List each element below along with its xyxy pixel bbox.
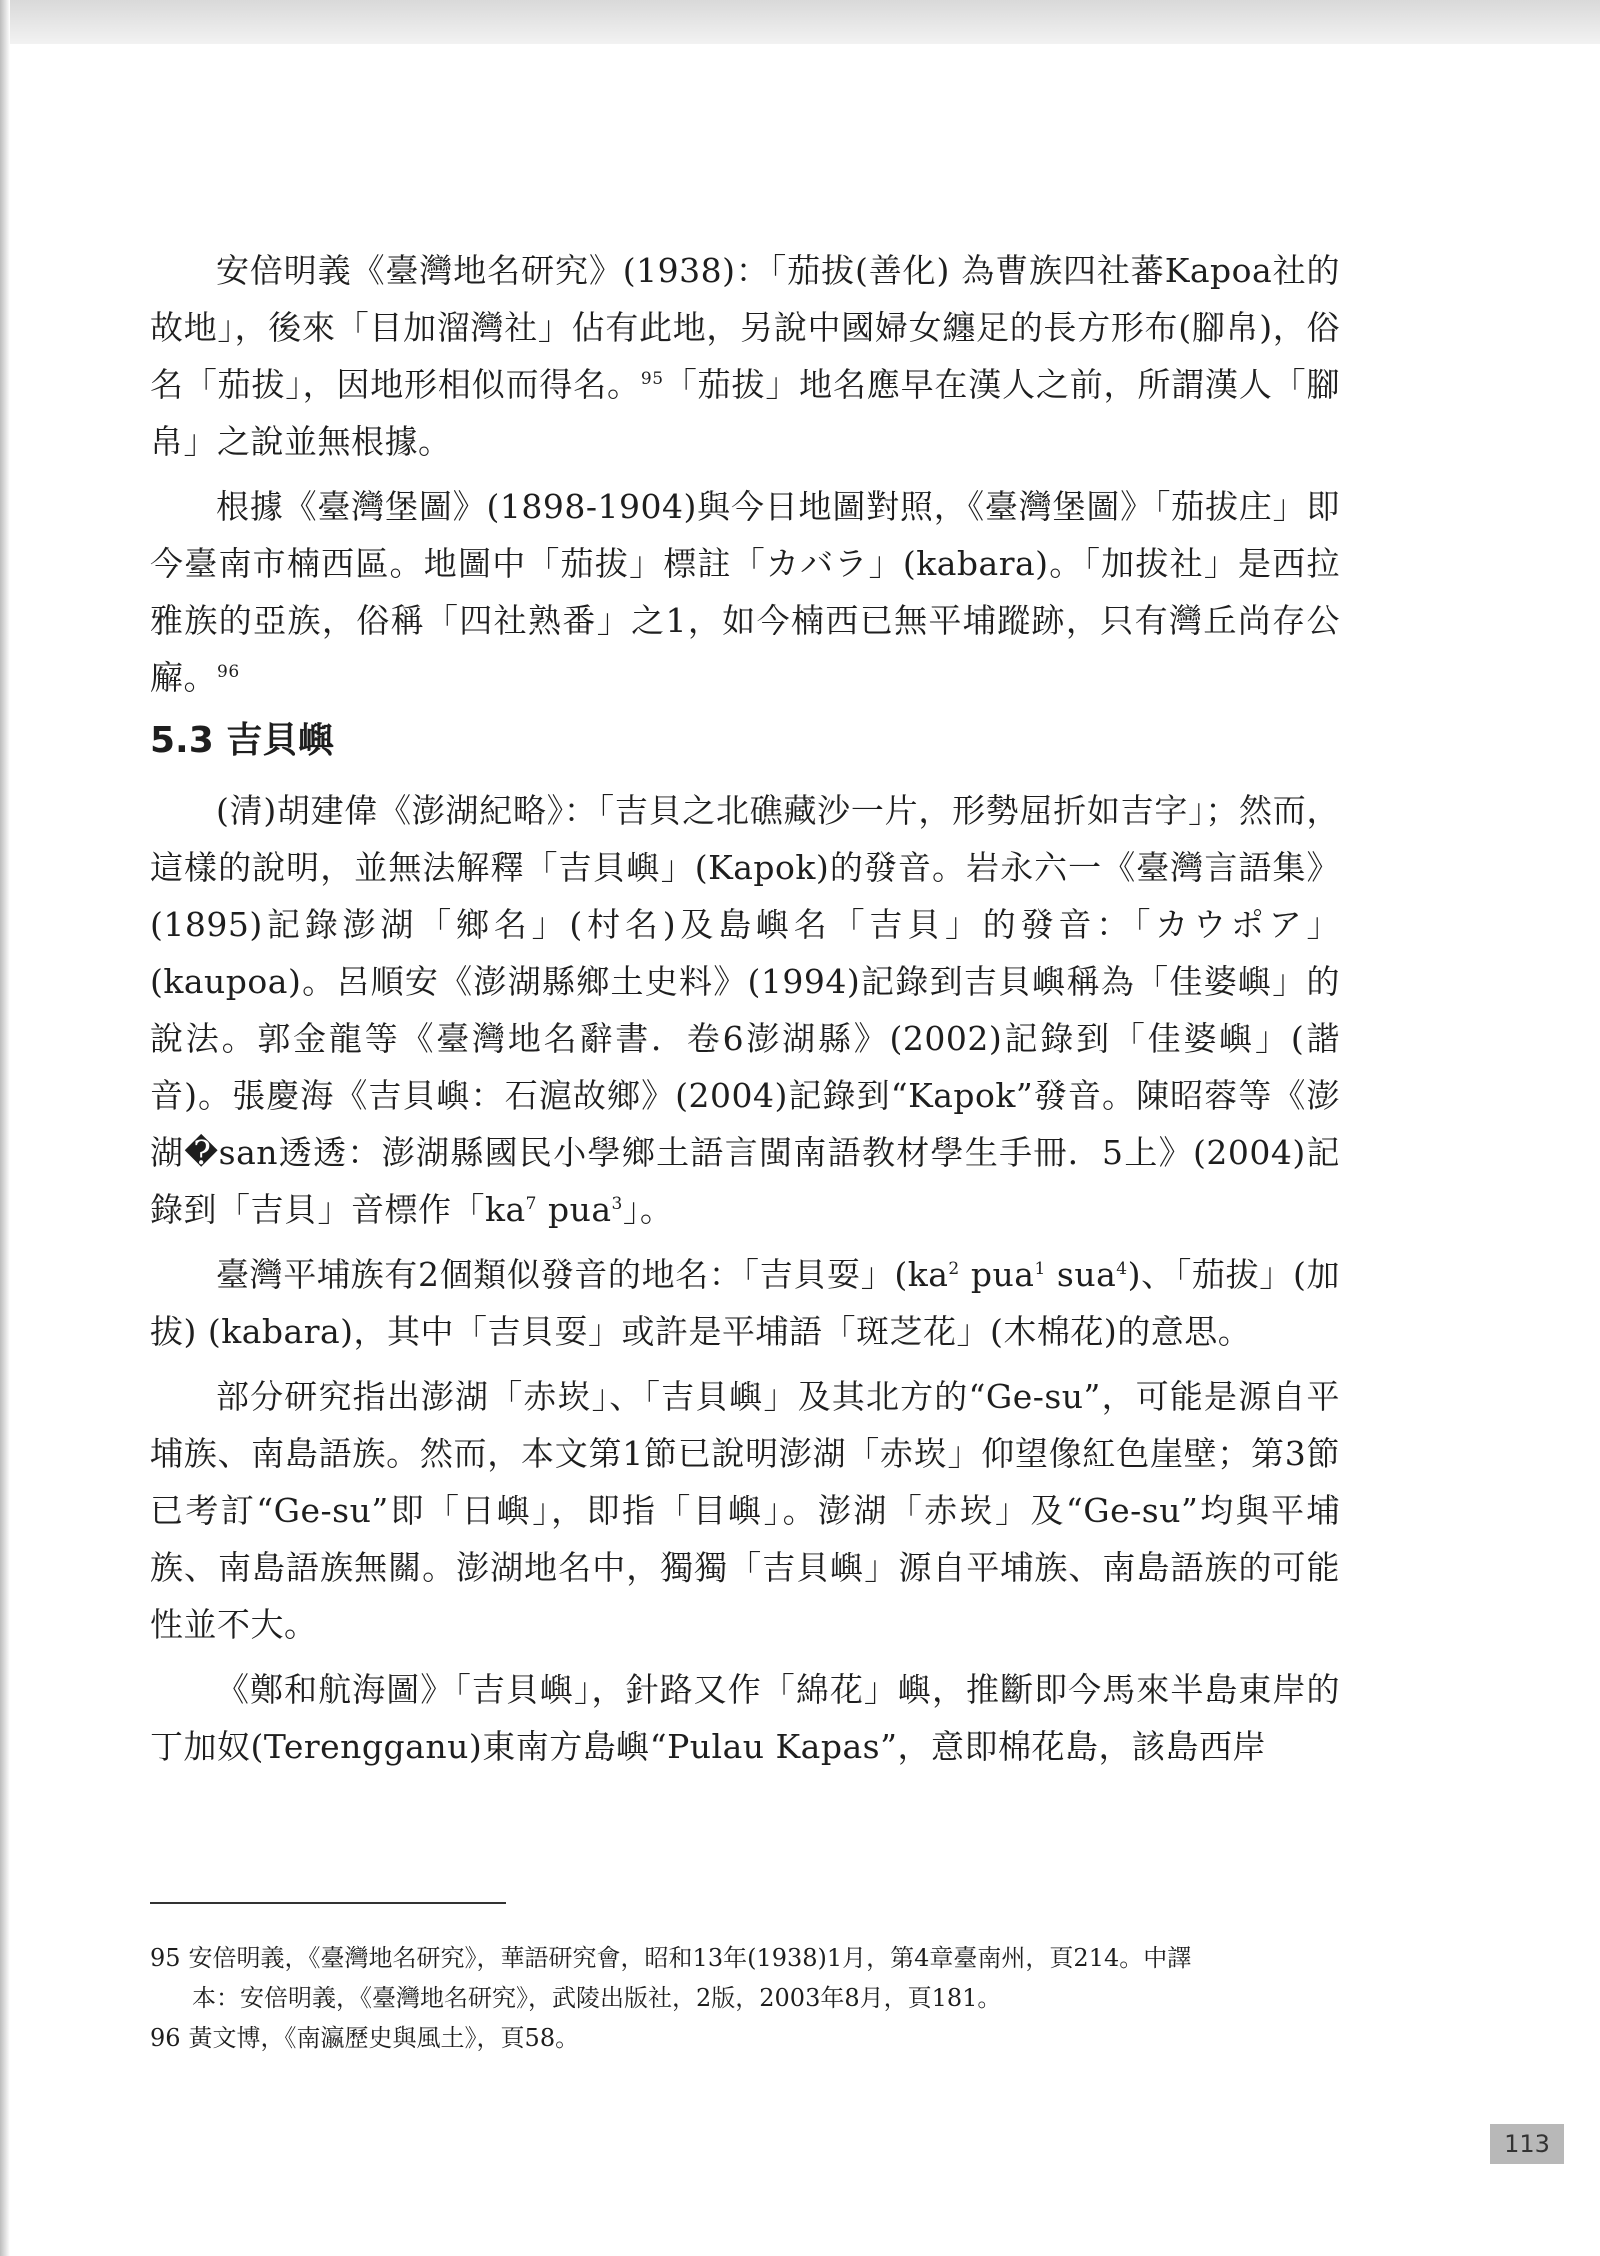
paragraph-4-text: 臺灣平埔族有2個類似發音的地名：「吉貝耍」(ka	[216, 1255, 949, 1294]
paragraph-1-text: 安倍明義《臺灣地名研究》(1938)：「茄拔(善化) 為曹族四社蕃Kapoa社的故地」，後來「目加溜灣社」佔有此地，另說中國婦女纏足的長方形布(腳帛)，俗名「茄拔」，因地形相似而得名。	[150, 251, 1340, 404]
paragraph-3	[150, 782, 1340, 1238]
tone-mark: 7	[525, 1194, 537, 1214]
paragraph-3-mid: pua	[537, 1190, 612, 1229]
paragraph-2	[150, 478, 1340, 706]
footnote-number: 95	[150, 1944, 181, 1972]
paragraph-3-end: 」。	[622, 1190, 674, 1229]
paragraph-1-end: 「茄拔」地名應早在漢人之前，所謂漢人「腳帛」之說並無根據。	[150, 365, 1341, 461]
paragraph-6: 《鄭和航海圖》「吉貝嶼」，針路又作「綿花」嶼，推斷即今馬來半島東岸的丁加奴(Terengganu)東南方島嶼“Pulau Kapas”，意即棉花島，該島西岸	[150, 1670, 1340, 1766]
footnote-number: 96	[150, 2024, 181, 2052]
footnote-95-continuation: 本：安倍明義，《臺灣地名研究》，武陵出版社，2版，2003年8月，頁181。	[192, 1984, 1002, 2012]
paragraph-3-text: (清)胡建偉《澎湖紀略》：「吉貝之北礁藏沙一片，形勢屈折如吉字」；然而，這樣的說明，並無法解釋「吉貝嶼」(Kapok)的發音。岩永六一《臺灣言語集》(1895)記錄澎湖「鄉名」(村名)及島嶼名「吉貝」的發音：「カウポア」(kaupoa)。呂順安《澎湖縣鄉土史料》(1994)記錄到吉貝嶼稱為「佳婆嶼」的說法。郭金龍等《臺灣地名辭書．卷6澎湖縣》(2002)記錄到「佳婆嶼」(諧音)。張慶海《吉貝嶼：石滬故鄉》(2004)記錄到“Kapok”發音。陳昭蓉等《澎湖�san透透：澎湖縣國民小學鄉土語言閩南語教材學生手冊．5上》(2004)記錄到「吉貝」音標作「ka	[150, 791, 1340, 1229]
scan-top-band	[0, 0, 1600, 44]
paragraph-1	[150, 242, 1340, 470]
tone-mark: 2	[948, 1259, 960, 1279]
footnote-text: 黃文博，《南瀛歷史與風土》，頁58。	[188, 2024, 580, 2052]
footnote-divider	[150, 1902, 506, 1904]
paragraph-2-text: 根據《臺灣堡圖》(1898-1904)與今日地圖對照，《臺灣堡圖》「茄拔庄」即今臺南市楠西區。地圖中「茄拔」標註「カバラ」(kabara)。「加拔社」是西拉雅族的亞族，俗稱「四社熟番」之1，如今楠西已無平埔蹤跡，只有灣丘尚存公廨。	[150, 487, 1340, 697]
scan-left-edge	[0, 0, 10, 2256]
section-heading: 5.3 吉貝嶼	[150, 720, 335, 761]
footnote-95	[150, 1938, 1340, 1978]
paragraph-4-part: pua	[959, 1255, 1035, 1294]
footnote-ref-95: 95	[640, 369, 664, 389]
tone-mark: 4	[1116, 1259, 1128, 1279]
tone-mark: 3	[611, 1194, 623, 1214]
paragraph-5: 部分研究指出澎湖「赤崁」、「吉貝嶼」及其北方的“Ge-su”，可能是源自平埔族、南島語族。然而，本文第1節已說明澎湖「赤崁」仰望像紅色崖壁；第3節已考訂“Ge-su”即「日嶼」，即指「目嶼」。澎湖「赤崁」及“Ge-su”均與平埔族、南島語族無關。澎湖地名中，獨獨「吉貝嶼」源自平埔族、南島語族的可能性並不大。	[150, 1377, 1340, 1644]
footnote-96	[150, 2018, 1340, 2058]
page-number: 113	[1490, 2124, 1564, 2164]
footnote-text: 安倍明義，《臺灣地名研究》，華語研究會，昭和13年(1938)1月，第4章臺南州，頁214。中譯	[188, 1944, 1192, 1972]
paragraph-4	[150, 1246, 1340, 1360]
tone-mark: 1	[1034, 1259, 1046, 1279]
paragraph-4-part: sua	[1045, 1255, 1117, 1294]
footnotes	[150, 1938, 1340, 2058]
paragraph-4-end: )、「茄拔」(加拔) (kabara)，其中「吉貝耍」或許是平埔語「斑芝花」(木棉花)的意思。	[150, 1255, 1340, 1351]
page-body	[150, 242, 1340, 1783]
footnote-ref-96: 96	[217, 662, 240, 682]
